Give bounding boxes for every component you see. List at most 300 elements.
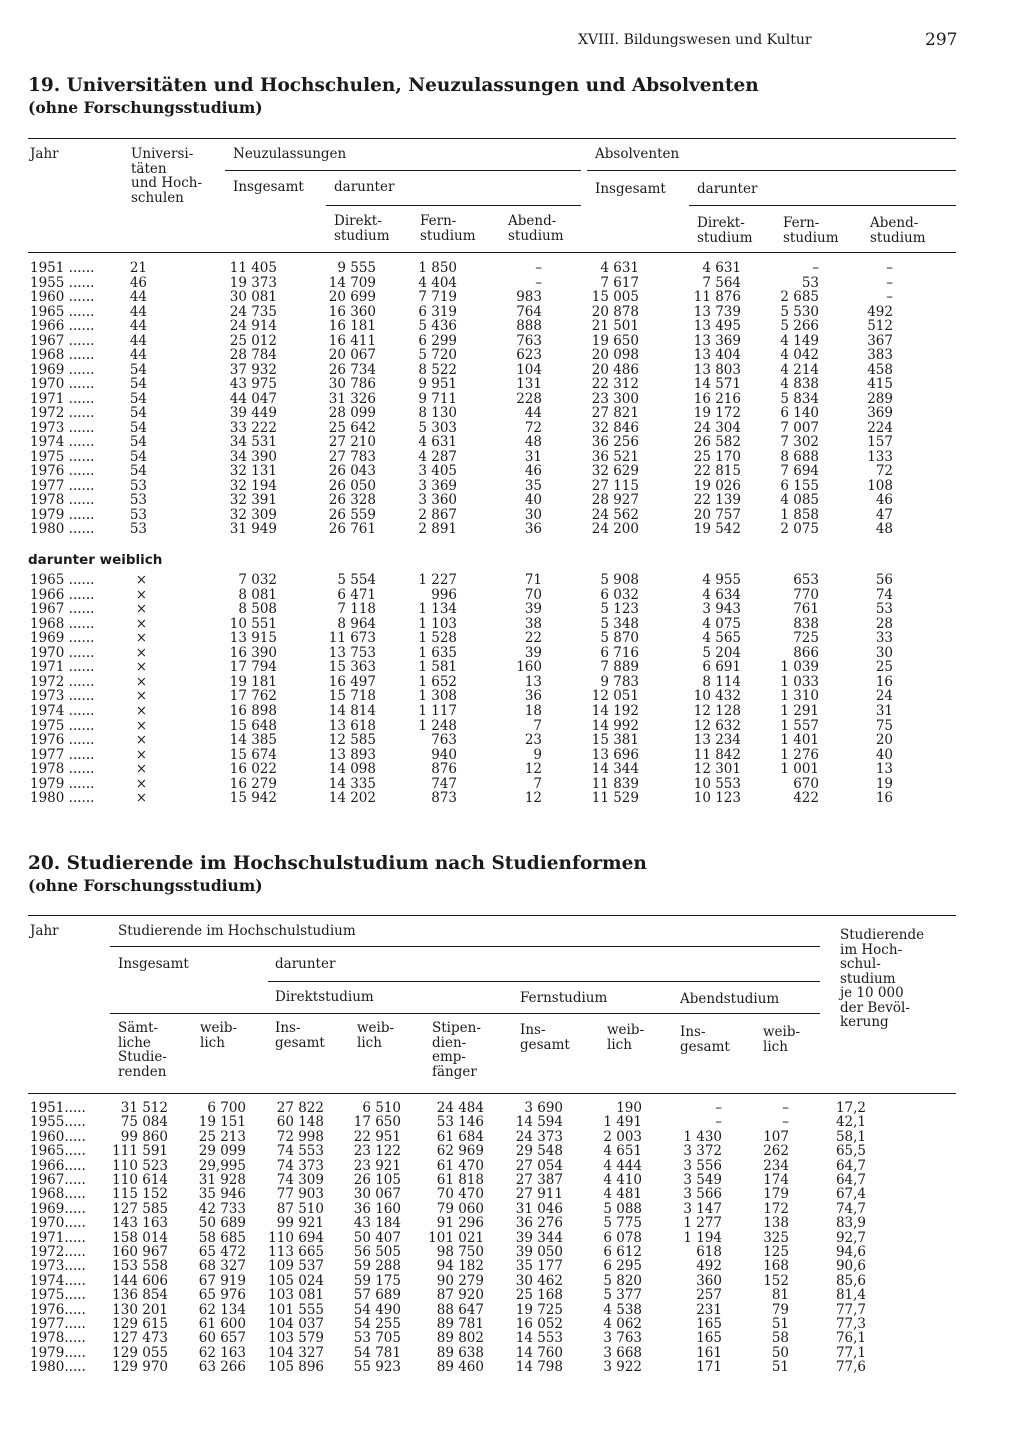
graduates-evening-cell: 31 (875, 702, 893, 719)
year-cell: 1980 ...... (30, 790, 95, 807)
table-20-top-rule (28, 915, 956, 916)
graduates-distance-cell: 1 276 (780, 746, 819, 763)
table-row (0, 631, 1000, 646)
admissions-evening-cell: 46 (524, 463, 542, 479)
graduates-total-cell: 15 381 (591, 732, 639, 749)
graduates-evening-cell: 512 (867, 318, 893, 334)
header-n-darunter: darunter (334, 179, 395, 195)
graduates-evening-cell: 48 (875, 521, 893, 537)
universities-cell: × (135, 644, 147, 661)
graduates-total-cell: 20 878 (591, 303, 639, 320)
graduates-evening-cell: 224 (867, 419, 893, 436)
distance-total-cell: 29 548 (515, 1143, 563, 1160)
header-absolventen: Absolventen (595, 146, 680, 162)
universities-cell: 44 (129, 347, 147, 363)
header-studierende: Studierende im Hochschulstudium (118, 923, 356, 939)
year-cell: 1955..... (30, 1114, 86, 1131)
universities-cell: 21 (129, 260, 147, 276)
scholarship-cell: 79 060 (436, 1200, 484, 1217)
universities-cell: × (135, 702, 147, 719)
per-10000-cell: 64,7 (835, 1157, 866, 1174)
table-row (0, 719, 1000, 734)
admissions-total-cell: 43 975 (229, 376, 277, 392)
all-students-cell: 130 201 (112, 1301, 168, 1318)
graduates-total-cell: 6 716 (600, 644, 639, 661)
admissions-evening-cell: – (535, 274, 542, 291)
admissions-direct-cell: 27 210 (328, 434, 376, 450)
evening-female-cell: 107 (763, 1128, 789, 1145)
direct-female-cell: 59 288 (353, 1258, 401, 1275)
universities-cell: 46 (129, 274, 147, 291)
graduates-evening-cell: 415 (867, 376, 893, 392)
distance-female-cell: 5 377 (603, 1287, 642, 1304)
admissions-distance-cell: 8 522 (418, 361, 457, 378)
per-10000-cell: 17,2 (835, 1100, 866, 1116)
direct-total-cell: 27 822 (276, 1100, 324, 1116)
year-cell: 1967 ...... (30, 601, 95, 618)
admissions-direct-cell: 20 699 (328, 289, 376, 305)
admissions-evening-cell: 764 (516, 303, 542, 320)
graduates-evening-cell: 16 (875, 673, 893, 690)
all-students-cell: 115 152 (112, 1186, 168, 1203)
scholarship-cell: 89 802 (436, 1330, 484, 1347)
distance-total-cell: 14 553 (515, 1330, 563, 1347)
admissions-total-cell: 39 449 (229, 405, 277, 421)
year-cell: 1975 ...... (30, 717, 95, 734)
graduates-total-cell: 7 617 (600, 274, 639, 291)
admissions-total-cell: 8 081 (238, 586, 277, 603)
distance-total-cell: 27 054 (515, 1157, 563, 1174)
year-cell: 1951..... (30, 1100, 86, 1116)
graduates-total-cell: 20 486 (591, 361, 639, 378)
admissions-distance-cell: 873 (431, 790, 457, 807)
direct-total-cell: 101 555 (268, 1301, 324, 1318)
evening-female-cell: 79 (771, 1301, 789, 1318)
per-10000-cell: 64,7 (835, 1172, 866, 1188)
year-cell: 1979 ...... (30, 506, 95, 523)
table-row (0, 508, 1000, 523)
all-students-cell: 144 606 (112, 1272, 168, 1289)
admissions-evening-cell: – (535, 260, 542, 276)
year-cell: 1974 ...... (30, 702, 95, 719)
all-students-cell: 127 585 (112, 1200, 168, 1217)
admissions-evening-cell: 9 (533, 746, 542, 763)
year-cell: 1965 ...... (30, 303, 95, 320)
admissions-total-cell: 44 047 (229, 390, 277, 407)
universities-cell: × (135, 775, 147, 792)
distance-female-cell: 4 062 (603, 1316, 642, 1332)
graduates-total-cell: 32 846 (591, 419, 639, 436)
evening-female-cell: 50 (771, 1344, 789, 1361)
per-10000-cell: 58,1 (835, 1128, 866, 1145)
admissions-distance-cell: 1 652 (418, 673, 457, 690)
female-students-cell: 31 928 (198, 1172, 246, 1188)
graduates-direct-cell: 6 691 (702, 659, 741, 676)
graduates-distance-cell: 4 042 (780, 347, 819, 363)
graduates-direct-cell: 12 128 (693, 702, 741, 719)
evening-total-cell: 1 194 (683, 1229, 722, 1246)
admissions-direct-cell: 16 181 (328, 318, 376, 334)
admissions-distance-cell: 1 528 (418, 630, 457, 647)
per-10000-cell: 77,6 (835, 1359, 866, 1376)
year-cell: 1976..... (30, 1301, 86, 1318)
graduates-evening-cell: 53 (875, 601, 893, 618)
header-darunter-20: darunter (275, 956, 336, 972)
admissions-evening-cell: 30 (524, 506, 542, 523)
admissions-evening-cell: 18 (524, 702, 542, 719)
distance-total-cell: 24 373 (515, 1128, 563, 1145)
per-10000-cell: 90,6 (835, 1258, 866, 1275)
header-n-direkt: Direkt- studium (334, 213, 390, 244)
table-row (0, 290, 1000, 305)
distance-total-cell: 35 177 (515, 1258, 563, 1275)
year-cell: 1968 ...... (30, 347, 95, 363)
graduates-evening-cell: 492 (867, 303, 893, 320)
distance-total-cell: 16 052 (515, 1316, 563, 1332)
year-cell: 1976 ...... (30, 463, 95, 479)
graduates-total-cell: 5 123 (600, 601, 639, 618)
graduates-distance-cell: 1 001 (780, 761, 819, 778)
scholarship-cell: 89 781 (436, 1316, 484, 1332)
admissions-total-cell: 8 508 (238, 601, 277, 618)
admissions-total-cell: 24 914 (229, 318, 277, 334)
graduates-total-cell: 14 992 (591, 717, 639, 734)
graduates-direct-cell: 12 301 (693, 761, 741, 778)
graduates-evening-cell: – (886, 260, 893, 276)
distance-total-cell: 25 168 (515, 1287, 563, 1304)
admissions-total-cell: 15 942 (229, 790, 277, 807)
admissions-total-cell: 16 898 (229, 702, 277, 719)
universities-cell: × (135, 659, 147, 676)
admissions-evening-cell: 623 (516, 347, 542, 363)
direct-female-cell: 23 921 (353, 1157, 401, 1174)
graduates-distance-cell: 7 302 (780, 434, 819, 450)
direct-total-cell: 72 998 (276, 1128, 324, 1145)
admissions-distance-cell: 1 248 (418, 717, 457, 734)
admissions-distance-cell: 1 117 (418, 702, 457, 719)
admissions-distance-cell: 3 369 (418, 477, 457, 494)
admissions-direct-cell: 13 618 (328, 717, 376, 734)
distance-total-cell: 39 344 (515, 1229, 563, 1246)
admissions-evening-cell: 70 (524, 586, 542, 603)
admissions-evening-cell: 39 (524, 601, 542, 618)
universities-cell: 54 (129, 419, 147, 436)
year-cell: 1980 ...... (30, 521, 95, 537)
graduates-evening-cell: 25 (875, 659, 893, 676)
all-students-cell: 111 591 (112, 1143, 168, 1160)
distance-total-cell: 14 594 (515, 1114, 563, 1131)
section-reference: XVIII. Bildungswesen und Kultur (578, 32, 812, 48)
graduates-distance-cell: 53 (801, 274, 819, 291)
graduates-distance-cell: 6 155 (780, 477, 819, 494)
year-cell: 1951 ...... (30, 260, 95, 276)
graduates-direct-cell: 22 815 (693, 463, 741, 479)
graduates-evening-cell: 458 (867, 361, 893, 378)
header-a-direkt: Direkt- studium (697, 215, 753, 246)
admissions-direct-cell: 31 326 (328, 390, 376, 407)
graduates-evening-cell: 108 (867, 477, 893, 494)
year-cell: 1965..... (30, 1143, 86, 1160)
admissions-evening-cell: 12 (524, 761, 542, 778)
graduates-direct-cell: 13 234 (693, 732, 741, 749)
table-20-subtitle: (ohne Forschungsstudium) (28, 876, 263, 895)
admissions-evening-cell: 228 (516, 390, 542, 407)
graduates-total-cell: 7 889 (600, 659, 639, 676)
universities-cell: 53 (129, 477, 147, 494)
universities-cell: × (135, 673, 147, 690)
universities-cell: × (135, 601, 147, 618)
universities-cell: 44 (129, 289, 147, 305)
evening-female-cell: 179 (763, 1186, 789, 1203)
all-students-cell: 143 163 (112, 1215, 168, 1232)
admissions-distance-cell: 1 581 (418, 659, 457, 676)
year-cell: 1966..... (30, 1157, 86, 1174)
graduates-total-cell: 12 051 (591, 688, 639, 705)
graduates-evening-cell: – (886, 274, 893, 291)
all-students-cell: 160 967 (112, 1244, 168, 1260)
direct-total-cell: 74 309 (276, 1172, 324, 1188)
table-row (0, 450, 1000, 465)
table-row (0, 1360, 1000, 1375)
year-cell: 1969 ...... (30, 361, 95, 378)
table-row (0, 748, 1000, 763)
year-cell: 1973 ...... (30, 419, 95, 436)
table-19-title: 19. Universitäten und Hochschulen, Neuzulassungen und Absolventen (28, 75, 759, 96)
universities-cell: × (135, 586, 147, 603)
graduates-total-cell: 32 629 (591, 463, 639, 479)
graduates-direct-cell: 10 432 (693, 688, 741, 705)
direct-female-cell: 55 923 (353, 1359, 401, 1376)
admissions-evening-cell: 48 (524, 434, 542, 450)
graduates-direct-cell: 5 204 (702, 644, 741, 661)
table-row (0, 421, 1000, 436)
admissions-total-cell: 13 915 (229, 630, 277, 647)
graduates-evening-cell: 13 (875, 761, 893, 778)
admissions-direct-cell: 27 783 (328, 448, 376, 465)
graduates-total-cell: 11 529 (591, 790, 639, 807)
direct-female-cell: 57 689 (353, 1287, 401, 1304)
header-weiblich-1: weib- lich (200, 1020, 238, 1051)
admissions-distance-cell: 9 711 (418, 390, 457, 407)
year-cell: 1955 ...... (30, 274, 95, 291)
graduates-evening-cell: 30 (875, 644, 893, 661)
graduates-total-cell: 6 032 (600, 586, 639, 603)
admissions-distance-cell: 5 303 (418, 419, 457, 436)
admissions-evening-cell: 36 (524, 521, 542, 537)
direct-female-cell: 43 184 (353, 1215, 401, 1232)
universities-cell: × (135, 761, 147, 778)
graduates-distance-cell: 725 (793, 630, 819, 647)
admissions-evening-cell: 13 (524, 673, 542, 690)
admissions-distance-cell: 876 (431, 761, 457, 778)
all-students-cell: 153 558 (112, 1258, 168, 1275)
direct-total-cell: 104 327 (268, 1344, 324, 1361)
graduates-direct-cell: 4 955 (702, 572, 741, 588)
admissions-evening-cell: 38 (524, 615, 542, 632)
direct-total-cell: 99 921 (276, 1215, 324, 1232)
year-cell: 1966 ...... (30, 318, 95, 334)
distance-total-cell: 36 276 (515, 1215, 563, 1232)
table-row (0, 646, 1000, 661)
scholarship-cell: 61 684 (436, 1128, 484, 1145)
graduates-evening-cell: 40 (875, 746, 893, 763)
admissions-direct-cell: 14 202 (328, 790, 376, 807)
universities-cell: 54 (129, 376, 147, 392)
evening-total-cell: 165 (696, 1330, 722, 1347)
admissions-distance-cell: 8 130 (418, 405, 457, 421)
year-cell: 1977..... (30, 1316, 86, 1332)
female-students-cell: 65 976 (198, 1287, 246, 1304)
year-cell: 1968 ...... (30, 615, 95, 632)
admissions-direct-cell: 14 335 (328, 775, 376, 792)
graduates-direct-cell: 4 634 (702, 586, 741, 603)
direct-female-cell: 54 781 (353, 1344, 401, 1361)
graduates-distance-cell: 1 858 (780, 506, 819, 523)
direct-female-cell: 23 122 (353, 1143, 401, 1160)
admissions-direct-cell: 9 555 (337, 260, 376, 276)
admissions-direct-cell: 16 411 (328, 332, 376, 349)
distance-total-cell: 27 387 (515, 1172, 563, 1188)
admissions-direct-cell: 13 893 (328, 746, 376, 763)
header-f-insgesamt: Ins- gesamt (520, 1022, 570, 1053)
admissions-direct-cell: 13 753 (328, 644, 376, 661)
universities-cell: × (135, 630, 147, 647)
female-students-cell: 42 733 (198, 1200, 246, 1217)
evening-total-cell: 231 (696, 1301, 722, 1318)
scholarship-cell: 90 279 (436, 1272, 484, 1289)
table-row (0, 319, 1000, 334)
n-darunter-rule (326, 205, 581, 206)
all-students-cell: 129 970 (112, 1359, 168, 1376)
admissions-direct-cell: 28 099 (328, 405, 376, 421)
graduates-total-cell: 19 650 (591, 332, 639, 349)
year-cell: 1977 ...... (30, 746, 95, 763)
direct-female-cell: 56 505 (353, 1244, 401, 1260)
distance-female-cell: 4 651 (603, 1143, 642, 1160)
graduates-evening-cell: 74 (875, 586, 893, 603)
graduates-distance-cell: 1 033 (780, 673, 819, 690)
admissions-total-cell: 19 373 (229, 274, 277, 291)
graduates-distance-cell: 4 085 (780, 492, 819, 508)
all-students-cell: 99 860 (120, 1128, 168, 1145)
header-universitaeten: Universi- täten und Hoch- schulen (131, 146, 203, 206)
graduates-total-cell: 27 115 (591, 477, 639, 494)
admissions-evening-cell: 22 (524, 630, 542, 647)
table-row (0, 334, 1000, 349)
admissions-total-cell: 32 309 (229, 506, 277, 523)
graduates-direct-cell: 13 803 (693, 361, 741, 378)
per-10000-cell: 67,4 (835, 1186, 866, 1203)
table-row (0, 791, 1000, 806)
admissions-direct-cell: 8 964 (337, 615, 376, 632)
female-students-cell: 60 657 (198, 1330, 246, 1347)
graduates-total-cell: 23 300 (591, 390, 639, 407)
direct-total-cell: 104 037 (268, 1316, 324, 1332)
header-insgesamt-20: Insgesamt (118, 956, 189, 972)
admissions-evening-cell: 763 (516, 332, 542, 349)
evening-female-cell: 325 (763, 1229, 789, 1246)
graduates-evening-cell: 289 (867, 390, 893, 407)
graduates-direct-cell: 4 075 (702, 615, 741, 632)
graduates-evening-cell: 56 (875, 572, 893, 588)
evening-female-cell: 234 (763, 1157, 789, 1174)
admissions-direct-cell: 26 050 (328, 477, 376, 494)
table-row (0, 522, 1000, 537)
graduates-evening-cell: 47 (875, 506, 893, 523)
evening-total-cell: – (715, 1114, 722, 1131)
admissions-total-cell: 30 081 (229, 289, 277, 305)
graduates-total-cell: 22 312 (591, 376, 639, 392)
graduates-distance-cell: 4 149 (780, 332, 819, 349)
header-jahr: Jahr (30, 146, 59, 162)
graduates-direct-cell: 13 369 (693, 332, 741, 349)
per-10000-cell: 81,4 (835, 1287, 866, 1304)
graduates-distance-cell: 422 (793, 790, 819, 807)
admissions-total-cell: 11 405 (229, 260, 277, 276)
header-n-insgesamt: Insgesamt (233, 179, 304, 195)
page-number: 297 (925, 30, 958, 50)
graduates-evening-cell: – (886, 289, 893, 305)
page-header (0, 0, 1024, 50)
distance-female-cell: 6 078 (603, 1229, 642, 1246)
year-cell: 1971..... (30, 1229, 86, 1246)
graduates-total-cell: 14 344 (591, 761, 639, 778)
graduates-direct-cell: 8 114 (702, 673, 741, 690)
year-cell: 1975 ...... (30, 448, 95, 465)
graduates-distance-cell: 670 (793, 775, 819, 792)
table-row (0, 406, 1000, 421)
graduates-distance-cell: 2 685 (780, 289, 819, 305)
year-cell: 1974 ...... (30, 434, 95, 450)
table-19-top-rule (28, 138, 956, 139)
scholarship-cell: 89 460 (436, 1359, 484, 1376)
direct-female-cell: 54 255 (353, 1316, 401, 1332)
graduates-evening-cell: 46 (875, 492, 893, 508)
table-row (0, 435, 1000, 450)
direct-total-cell: 110 694 (268, 1229, 324, 1246)
table-19-subtitle: (ohne Forschungsstudium) (28, 98, 263, 117)
female-students-cell: 35 946 (198, 1186, 246, 1203)
admissions-distance-cell: 5 720 (418, 347, 457, 363)
admissions-distance-cell: 747 (431, 775, 457, 792)
admissions-evening-cell: 7 (533, 775, 542, 792)
table-row (0, 305, 1000, 320)
admissions-direct-cell: 7 118 (337, 601, 376, 618)
evening-total-cell: 3 372 (683, 1143, 722, 1160)
admissions-evening-cell: 131 (516, 376, 542, 392)
header-je-10000: Studierende im Hoch- schul- studium je 10 000 der Bevöl- kerung (840, 927, 925, 1030)
universities-cell: 54 (129, 448, 147, 465)
all-students-cell: 127 473 (112, 1330, 168, 1347)
admissions-distance-cell: 5 436 (418, 318, 457, 334)
admissions-distance-cell: 1 134 (418, 601, 457, 618)
direct-female-cell: 59 175 (353, 1272, 401, 1289)
direct-female-cell: 22 951 (353, 1128, 401, 1145)
distance-total-cell: 27 911 (515, 1186, 563, 1203)
evening-total-cell: – (715, 1100, 722, 1116)
header-d-insgesamt: Ins- gesamt (275, 1020, 325, 1051)
year-cell: 1979..... (30, 1344, 86, 1361)
admissions-total-cell: 34 390 (229, 448, 277, 465)
universities-cell: 54 (129, 463, 147, 479)
admissions-direct-cell: 26 328 (328, 492, 376, 508)
evening-female-cell: 172 (763, 1200, 789, 1217)
distance-female-cell: 1 491 (603, 1114, 642, 1131)
year-cell: 1960 ...... (30, 289, 95, 305)
evening-female-cell: 168 (763, 1258, 789, 1275)
year-cell: 1967 ...... (30, 332, 95, 349)
scholarship-cell: 61 470 (436, 1157, 484, 1174)
